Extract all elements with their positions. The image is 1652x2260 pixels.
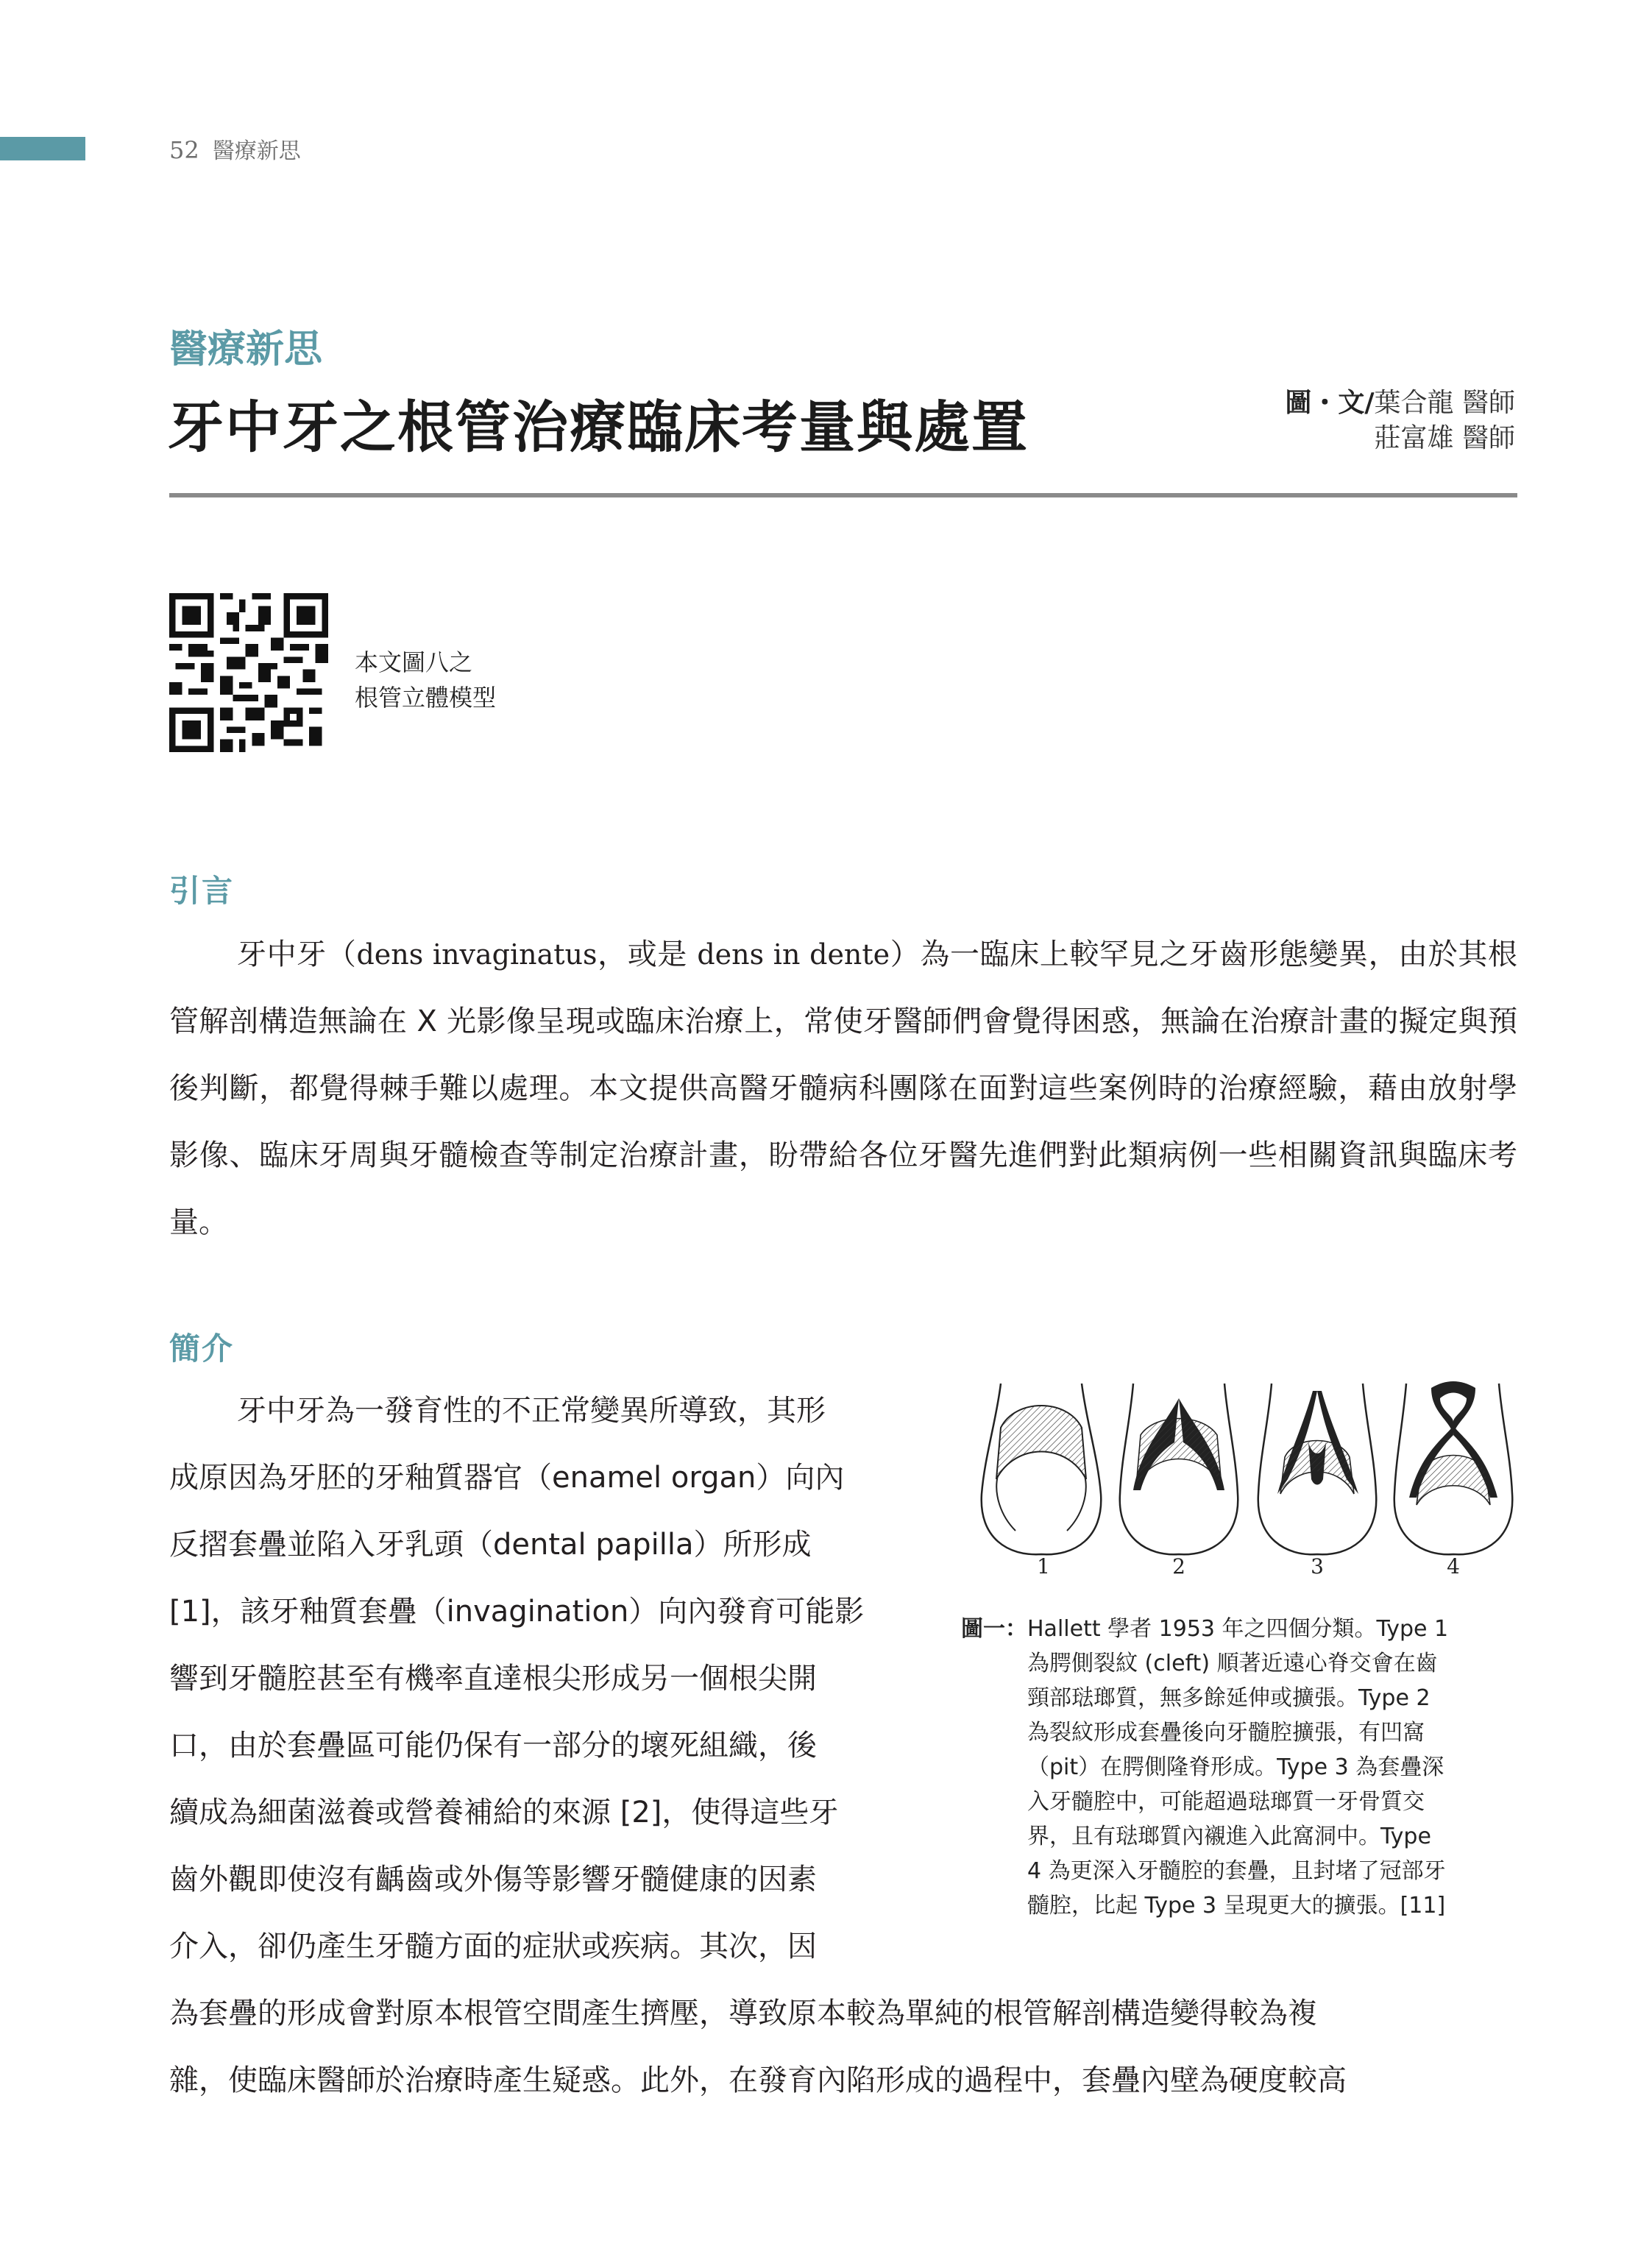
figure-caption-line: 為裂紋形成套疊後向牙髓腔擴張，有凹窩 xyxy=(1027,1720,1425,1746)
figure-type-label: 4 xyxy=(1447,1554,1460,1575)
overview-narrow-column xyxy=(169,1378,927,1980)
figure-caption-line: 入牙髓腔中，可能超過琺瑯質一牙骨質交 xyxy=(1027,1789,1425,1815)
qr-caption-line: 根管立體模型 xyxy=(355,684,497,712)
byline-lead: 圖・文/ xyxy=(1285,388,1375,418)
running-title: 醫療新思 xyxy=(212,138,301,164)
overview-line: 齒外觀即使沒有齲齒或外傷等影響牙髓健康的因素 xyxy=(169,1863,817,1896)
figure-caption-line: 為腭側裂紋 (cleft) 順著近遠心脊交會在齒 xyxy=(1027,1651,1438,1676)
qr-code[interactable] xyxy=(169,593,328,752)
overview-line: 反摺套疊並陷入牙乳頭（dental papilla）所形成 xyxy=(169,1528,812,1562)
author-2: 莊富雄 醫師 xyxy=(1374,423,1515,453)
running-header xyxy=(169,132,301,165)
overview-line: 口，由於套疊區可能仍保有一部分的壞死組織，後 xyxy=(169,1729,817,1763)
tooth-type-1 xyxy=(982,1384,1102,1554)
intro-text: ）為一臨床上較罕見之牙齒形態變異，由於其根管解剖構造無論在 X 光影像呈現或臨床治療上，常使牙醫師們會覺得困惑，無論在治療計畫的擬定與預後判斷，都覺得棘手難以處理。本文提供高醫牙髓病科團隊在面對這些案例時的治療經驗，藉由放射學影像、臨床牙周與牙髓檢查等制定治療計畫，盼帶給各位牙醫先進們對此類病例一些相關資訊與臨床考量。 xyxy=(169,938,1518,1239)
section-heading-intro: 引言 xyxy=(169,873,235,909)
overview-line: 續成為細菌滋養或營養補給的來源 [2]，使得這些牙 xyxy=(169,1796,839,1829)
figure-invagination-types xyxy=(964,1369,1523,1575)
figure-caption-line: 髓腔，比起 Type 3 呈現更大的擴張。[11] xyxy=(1027,1893,1446,1919)
figure-type-label: 2 xyxy=(1172,1554,1185,1575)
qr-caption xyxy=(355,645,496,715)
overview-line: 為套疊的形成會對原本根管空間產生擠壓，導致原本較為單純的根管解剖構造變得較為複 xyxy=(169,1997,1317,2030)
article-title: 牙中牙之根管治療臨床考量與處置 xyxy=(168,394,1029,460)
overview-line: [1]，該牙釉質套疊（invagination）向內發育可能影 xyxy=(169,1595,865,1629)
figure-caption-label: 圖一： xyxy=(961,1616,1027,1642)
intro-text: ，或是 xyxy=(597,938,698,971)
figure-caption-line: Hallett 學者 1953 年之四個分類。Type 1 xyxy=(1027,1616,1449,1642)
figure-caption-line: 4 為更深入牙髓腔的套疊，且封堵了冠部牙 xyxy=(1027,1858,1446,1884)
header-accent-bar xyxy=(0,137,85,160)
overview-line: 成原因為牙胚的牙釉質器官（enamel organ）向內 xyxy=(169,1461,845,1495)
intro-latin-term: dens in dente xyxy=(697,938,890,971)
figure-type-label: 1 xyxy=(1037,1554,1050,1575)
intro-latin-term: dens invaginatus xyxy=(356,938,598,971)
figure-caption-line: （pit）在腭側隆脊形成。Type 3 為套疊深 xyxy=(1027,1754,1444,1780)
section-heading-overview: 簡介 xyxy=(169,1331,235,1367)
tooth-type-2 xyxy=(1120,1384,1238,1554)
qr-caption-line: 本文圖八之 xyxy=(355,648,473,676)
overview-line: 響到牙髓腔甚至有機率直達根尖形成另一個根尖開 xyxy=(169,1662,817,1696)
section-kicker: 醫療新思 xyxy=(169,327,323,372)
overview-full-column xyxy=(169,1980,1517,2114)
tooth-type-4 xyxy=(1394,1381,1513,1554)
intro-text: 牙中牙（ xyxy=(237,938,357,971)
title-divider xyxy=(169,493,1517,497)
figure-caption-line: 頸部琺瑯質，無多餘延伸或擴張。Type 2 xyxy=(1027,1685,1431,1711)
figure-caption-line: 界，且有琺瑯質內襯進入此窩洞中。Type xyxy=(1027,1824,1431,1849)
intro-paragraph xyxy=(169,921,1517,1256)
figure-type-label: 3 xyxy=(1311,1554,1324,1575)
overview-line: 雜，使臨床醫師於治療時產生疑惑。此外，在發育內陷形成的過程中，套疊內壁為硬度較高 xyxy=(169,2064,1347,2097)
figure-caption xyxy=(961,1612,1520,1923)
tooth-type-3 xyxy=(1258,1384,1377,1554)
page-number: 52 xyxy=(169,136,199,164)
byline xyxy=(1285,386,1515,456)
overview-line: 牙中牙為一發育性的不正常變異所導致，其形 xyxy=(237,1394,826,1428)
author-1: 葉合龍 醫師 xyxy=(1374,388,1515,418)
overview-line: 介入，卻仍產生牙髓方面的症狀或疾病。其次，因 xyxy=(169,1930,817,1963)
